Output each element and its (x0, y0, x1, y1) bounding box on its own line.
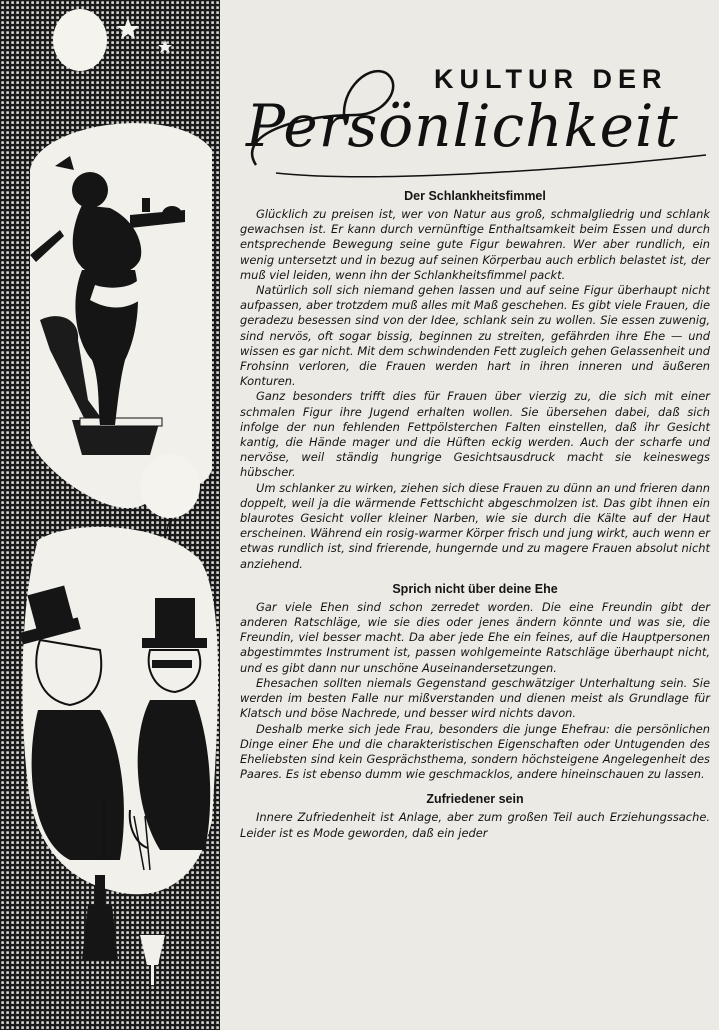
woman-on-scale-illustration (30, 123, 212, 508)
couple-in-top-hats-illustration (20, 527, 218, 894)
page-title: Persönlichkeit (246, 92, 679, 160)
balloon-icon (53, 9, 107, 71)
section-heading: Zufriedener sein (426, 792, 524, 807)
section-heading: Der Schlankheitsfimmel (404, 189, 546, 203)
paragraph: Gar viele Ehen sind schon zerredet worden. Die eine Freundin gibt der anderen Ratschläge, wie sie dies oder jenes ändern könnte und was sie, die Freundin, viel besser macht. Da aber jede Ehe ein feines, auf die Hauptpersonen abgestimmtes Instrument ist, passen wohlgemeinte Ratschläge überhaupt nicht, und es gibt dann nur unschöne Auseinandersetzungen. (240, 599, 710, 675)
section-heading: Sprich nicht über deine Ehe (392, 581, 558, 596)
paragraph: Natürlich soll sich niemand gehen lassen und auf seine Figur überhaupt nicht aufpassen, aber trotzdem muß alles mit Maß geschehen. Es gibt viele Frauen, die geradezu besessen sind von der Idee, schlank sein zu wollen. Sie essen zuwenig, sind nervös, oft sogar bissig, beginnen zu streiten, gefährden ihre Ehe — und wissen es gar nicht. Mit dem schwindenden Fett zugleich gehen Gelassenheit und Frohsinn verloren, die Frauen werden hart in ihren inneren und äußeren Konturen. (240, 283, 710, 389)
paragraph: Ganz besonders trifft dies für Frauen über vierzig zu, die sich mit einer schmalen Figur ihre Jugend erhalten wollen. Sie übersehen dabei, daß sich infolge der nun fehlenden Fettpölsterchen Falten einstellen, daß ihr Gesicht kantig, die Hände mager und die Hüften eckig werden. Auch der scharfe und nervöse, weil ständig hungrige Gesichtsausdruck macht sie keineswegs hübscher. (240, 389, 710, 480)
paragraph: Um schlanker zu wirken, ziehen sich diese Frauen zu dünn an und frieren dann doppelt, weil ja die wärmende Fettschicht abgeschmolzen ist. Das gibt ihnen ein blaurotes Gesicht voller kleiner Narben, wie sie durch die Kälte auf der Haut erscheinen. Während ein rosig-warmer Körper frisch und jung wirkt, auch wenn er etwas rundlich ist, sind frierende, hungernde und zu magere Frauen absolut nicht anziehend. (240, 480, 710, 571)
illustration-column (0, 0, 226, 1030)
page-kicker: KULTUR DER (434, 64, 668, 94)
paragraph: Innere Zufriedenheit ist Anlage, aber zum großen Teil auch Erziehungssache. Leider ist es Mode geworden, daß ein jeder (240, 810, 710, 840)
article-body (240, 189, 710, 841)
paragraph: Deshalb merke sich jede Frau, besonders die junge Ehefrau: die persönlichen Dinge einer Ehe und die charakteristischen Eigenschaften oder Untugenden des Eheliebsten sind kein Gesprächsthema, sondern höchsteigene Angelegenheit des Paares. Es ist ebenso dumm wie geschmacklos, andere hineinschauen zu lassen. (240, 721, 710, 782)
paragraph: Ehesachen sollten niemals Gegenstand geschwätziger Unterhaltung sein. Sie werden im besten Falle nur mißverstanden und dienen meist als Grundlage für Klatsch und böse Nachrede, und besser wird nichts davon. (240, 675, 710, 721)
paragraph: Glücklich zu preisen ist, wer von Natur aus groß, schmalgliedrig und schlank gewachsen ist. Er kann durch vernünftige Enthaltsamkeit beim Essen und durch entsprechende Bewegung seine gute Figur bewahren. Wer aber rundlich, ein wenig untersetzt und in bezug auf seinen Körperbau auch erblich belastet ist, der muß viel leiden, wenn ihn der Schlankheitsfimmel packt. (240, 207, 710, 282)
